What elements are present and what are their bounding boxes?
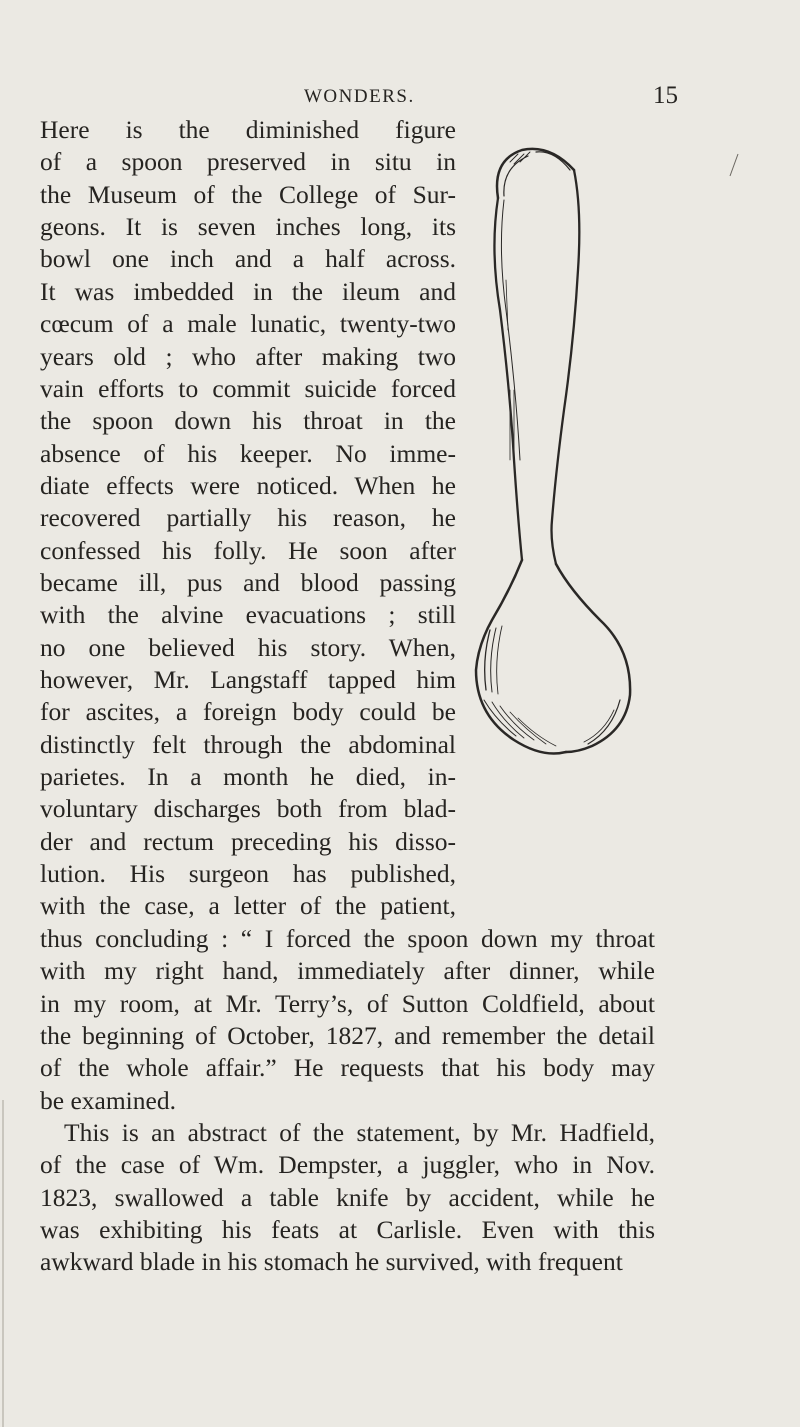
text-line: cœcum of a male lunatic, twenty-two: [40, 309, 456, 339]
text-line: be examined.: [40, 1085, 176, 1115]
text-line: diate effects were noticed. When he: [40, 470, 456, 500]
text-line: with the case, a letter of the patient,: [40, 891, 456, 921]
text-line: bowl one inch and a half across.: [40, 244, 456, 274]
text-line: with the alvine evacuations ; still: [40, 600, 456, 630]
spoon-engraving-icon: [470, 140, 650, 770]
text-line: awkward blade in his stomach he survived, with frequent: [40, 1247, 623, 1277]
margin-shadow: [2, 1100, 4, 1427]
text-line: in my room, at Mr. Terry’s, of Sutton Coldfield, about: [40, 988, 655, 1018]
text-line: confessed his folly. He soon after: [40, 535, 456, 565]
text-line: no one believed his story. When,: [40, 632, 456, 662]
text-line: 1823, swallowed a table knife by accident, while he: [40, 1182, 655, 1212]
stray-mark-icon: [718, 150, 748, 180]
text-line: with my right hand, immediately after dinner, while: [40, 956, 655, 986]
text-line: of the case of Wm. Dempster, a juggler, who in Nov.: [40, 1150, 655, 1180]
text-line: became ill, pus and blood passing: [40, 567, 456, 597]
text-line: It was imbedded in the ileum and: [40, 276, 456, 306]
text-line: for ascites, a foreign body could be: [40, 697, 456, 727]
text-line: distinctly felt through the abdominal: [40, 729, 456, 759]
text-line: voluntary discharges both from blad-: [40, 794, 456, 824]
text-line: the beginning of October, 1827, and remember the detail: [40, 1020, 655, 1050]
text-line: years old ; who after making two: [40, 341, 456, 371]
running-head: WONDERS.: [304, 86, 415, 107]
text-line: the spoon down his throat in the: [40, 406, 456, 436]
text-line: geons. It is seven inches long, its: [40, 212, 456, 242]
text-line: This is an abstract of the statement, by Mr. Hadfield,: [64, 1117, 655, 1147]
text-line: der and rectum preceding his disso-: [40, 826, 456, 856]
text-line: lution. His surgeon has published,: [40, 859, 456, 889]
page-header: [0, 82, 800, 116]
text-line: Here is the diminished figure: [40, 115, 456, 144]
text-line: was exhibiting his feats at Carlisle. Even with this: [40, 1214, 655, 1244]
text-line: parietes. In a month he died, in-: [40, 762, 456, 791]
text-line: thus concluding : “ I forced the spoon down my throat: [40, 923, 655, 953]
text-line: recovered partially his reason, he: [40, 503, 456, 533]
text-line: of the whole affair.” He requests that his body may: [40, 1053, 655, 1083]
text-line: vain efforts to commit suicide forced: [40, 373, 456, 403]
text-line: absence of his keeper. No imme-: [40, 438, 456, 468]
page-number: 15: [653, 82, 678, 109]
text-line: the Museum of the College of Sur-: [40, 179, 456, 209]
text-line: however, Mr. Langstaff tapped him: [40, 665, 456, 694]
text-line: of a spoon preserved in situ in: [40, 147, 456, 177]
